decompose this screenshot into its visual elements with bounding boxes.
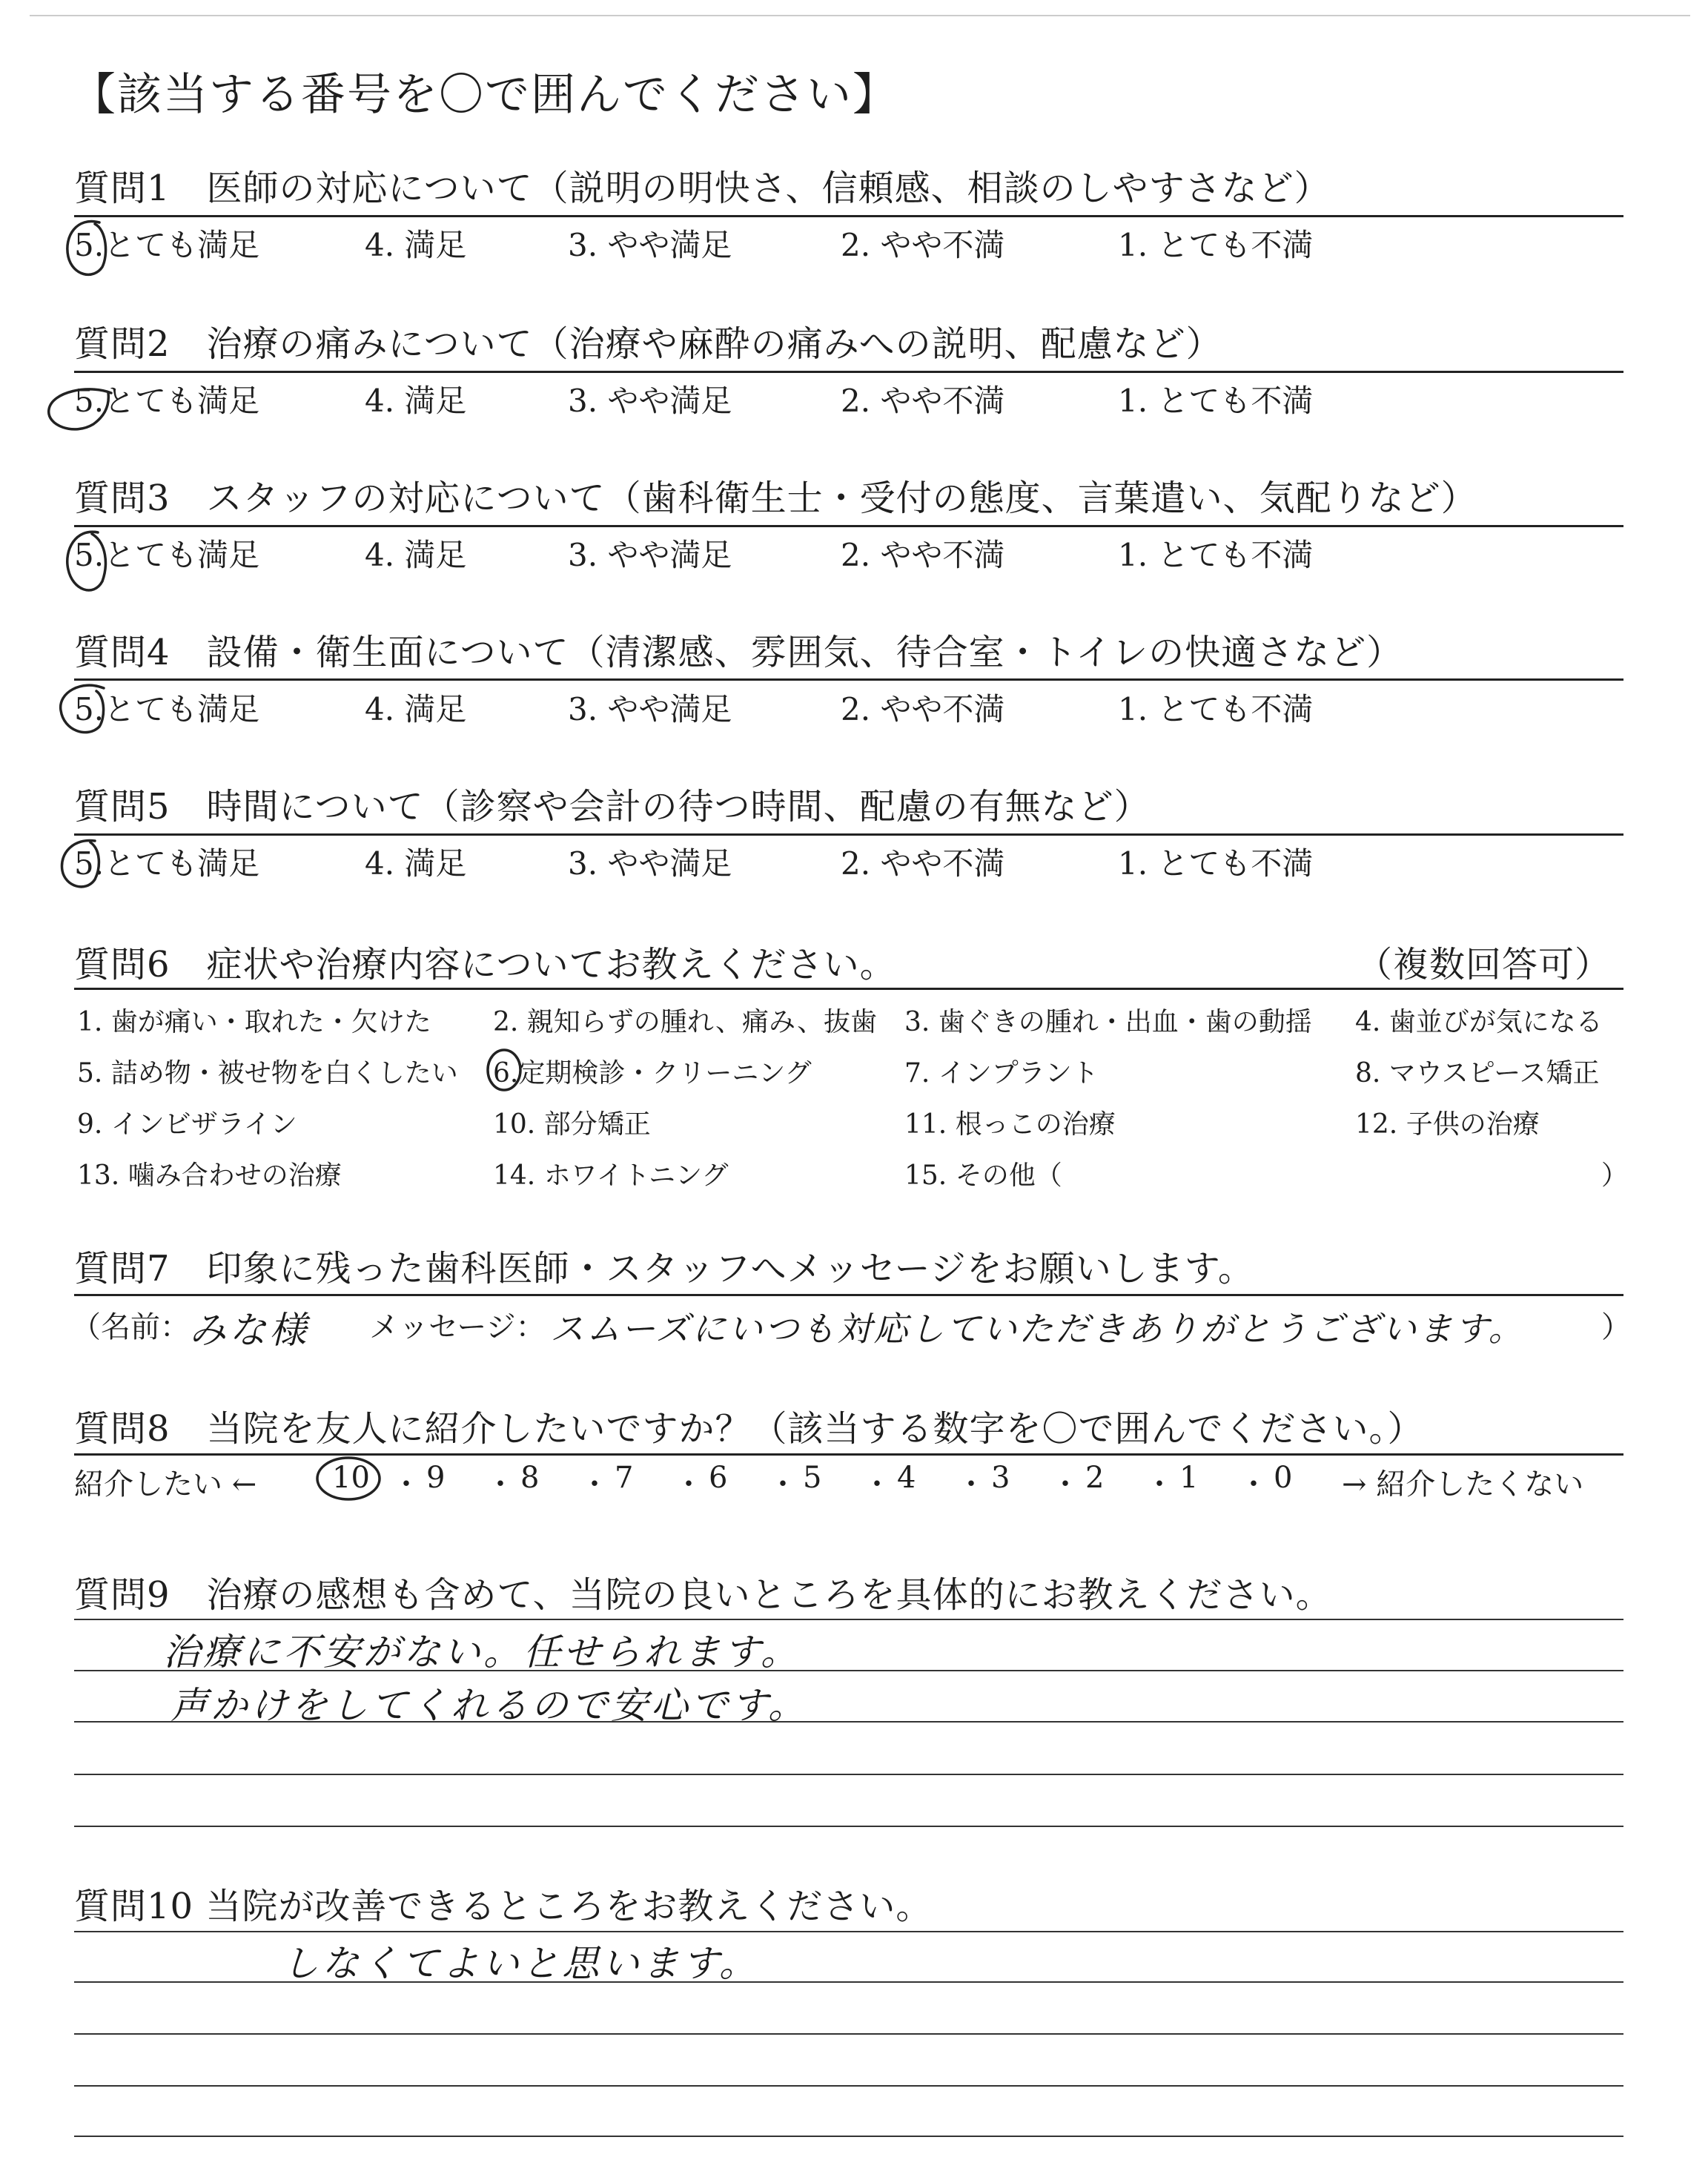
q6-item-10[interactable]: 10. 部分矯正 [493,1109,651,1140]
q10-title: 質問10 当院が改善できるところをお教えください。 [74,1886,933,1927]
q5-mark-circle [62,840,99,886]
q3-title: 質問3 スタッフの対応について（歯科衛生士・受付の態度、言葉遣い、気配りなど） [74,478,1477,519]
q3-option-1[interactable]: 1. とても不満 [1118,537,1314,573]
q10-answer-line-1[interactable]: しなくてよいと思います。 [282,1942,759,1985]
q2-title: 質問2 治療の痛みについて（治療や麻酔の痛みへの説明、配慮など） [74,323,1222,365]
q8-scale-8[interactable]: 8 [520,1461,540,1495]
q4-title: 質問4 設備・衛生面について（清潔感、雰囲気、待合室・トイレの快適さなど） [74,632,1403,673]
q6-mark-circle [488,1050,520,1090]
q5-title: 質問5 時間について（診察や会計の待つ時間、配慮の有無など） [74,786,1151,828]
q8-scale-separator: ・ [1239,1467,1268,1502]
q8-scale-0[interactable]: 0 [1274,1461,1293,1495]
q8-scale-separator: ・ [674,1467,704,1502]
q1-option-2[interactable]: 2. やや不満 [841,227,1005,263]
q2-option-5[interactable]: 5.とても満足 [74,383,260,419]
q4-option-3[interactable]: 3. やや満足 [568,691,732,727]
q6-item-3[interactable]: 3. 歯ぐきの腫れ・出血・歯の動揺 [904,1007,1312,1037]
q1-option-4[interactable]: 4. 満足 [365,227,467,263]
q8-scale-1[interactable]: 1 [1179,1461,1199,1495]
q8-scale-4[interactable]: 4 [897,1461,916,1495]
q7-close-paren: ） [1601,1310,1631,1344]
q8-mark-circle [317,1458,380,1499]
q5-option-1[interactable]: 1. とても不満 [1118,845,1314,882]
q8-scale-2[interactable]: 2 [1085,1461,1105,1495]
q6-item-7[interactable]: 7. インプラント [904,1058,1099,1089]
q5-option-3[interactable]: 3. やや満足 [568,845,732,882]
q1-mark-circle [67,222,106,275]
q3-option-4[interactable]: 4. 満足 [365,537,467,573]
q6-item-4[interactable]: 4. 歯並びが気になる [1355,1007,1603,1037]
q4-mark-circle [61,685,104,732]
q1-title: 質問1 医師の対応について（説明の明快さ、信頼感、相談のしやすさなど） [74,168,1331,209]
q7-name-label: （名前： [71,1310,190,1344]
q8-scale-3[interactable]: 3 [991,1461,1010,1495]
q1-option-1[interactable]: 1. とても不満 [1118,227,1314,263]
q6-item-15[interactable]: 15. その他（ [904,1160,1062,1191]
q8-scale-separator: ・ [768,1467,798,1502]
q4-option-2[interactable]: 2. やや不満 [841,691,1005,727]
q5-option-2[interactable]: 2. やや不満 [841,845,1005,882]
q8-scale-9[interactable]: 9 [426,1461,446,1495]
q6-item-9[interactable]: 9. インビザライン [77,1109,297,1140]
q6-item-13[interactable]: 13. 噛み合わせの治療 [77,1160,342,1191]
q9-title: 質問9 治療の感想も含めて、当院の良いところを具体的にお教えください。 [74,1574,1332,1616]
q1-option-5[interactable]: 5.とても満足 [74,227,260,263]
q6-item-14[interactable]: 14. ホワイトニング [493,1160,729,1191]
q4-option-5[interactable]: 5.とても満足 [74,691,260,727]
q8-left-label: 紹介したい ← [74,1467,257,1502]
q2-option-2[interactable]: 2. やや不満 [841,383,1005,419]
q3-option-3[interactable]: 3. やや満足 [568,537,732,573]
q6-item-11[interactable]: 11. 根っこの治療 [904,1109,1116,1140]
q6-item-2[interactable]: 2. 親知らずの腫れ、痛み、抜歯 [493,1007,878,1037]
q7-name-value[interactable]: みな様 [189,1309,309,1352]
q8-scale-separator: ・ [391,1467,421,1502]
q8-scale-separator: ・ [956,1467,986,1502]
q8-scale-6[interactable]: 6 [709,1461,728,1495]
q9-answer-line-2[interactable]: 声かけをしてくれるので安心です。 [171,1684,808,1727]
form-header: 【該当する番号を〇で囲んでください】 [71,69,898,121]
q4-option-4[interactable]: 4. 満足 [365,691,467,727]
q8-scale-separator: ・ [580,1467,609,1502]
q2-option-1[interactable]: 1. とても不満 [1118,383,1314,419]
q7-message-value[interactable]: スムーズにいつも対応していただきありがとうございます。 [550,1309,1525,1349]
q8-scale-7[interactable]: 7 [615,1461,634,1495]
q8-scale-separator: ・ [862,1467,892,1502]
q8-scale-separator: ・ [486,1467,515,1502]
q9-answer-line-1[interactable]: 治療に不安がない。任せられます。 [163,1631,801,1674]
q3-mark-circle [67,532,106,590]
q2-mark-circle [49,389,111,429]
q8-scale-10[interactable]: 10 [332,1461,370,1495]
q5-option-5[interactable]: 5.とても満足 [74,845,260,882]
q6-multi-note: （複数回答可） [1357,944,1612,985]
q4-option-1[interactable]: 1. とても不満 [1118,691,1314,727]
q3-option-2[interactable]: 2. やや不満 [841,537,1005,573]
q2-option-3[interactable]: 3. やや満足 [568,383,732,419]
q6-item-8[interactable]: 8. マウスピース矯正 [1355,1058,1600,1089]
q1-option-3[interactable]: 3. やや満足 [568,227,732,263]
q7-title: 質問7 印象に残った歯科医師・スタッフへメッセージをお願いします。 [74,1248,1254,1289]
q7-message-label: メッセージ： [369,1310,546,1344]
q6-item-12[interactable]: 12. 子供の治療 [1355,1109,1540,1140]
q8-scale-separator: ・ [1145,1467,1174,1502]
q6-item-6[interactable]: 6.定期検診・クリーニング [493,1058,812,1089]
q2-option-4[interactable]: 4. 満足 [365,383,467,419]
q8-title: 質問8 当院を友人に紹介したいですか？（該当する数字を〇で囲んでください。） [74,1408,1424,1450]
q6-item-5[interactable]: 5. 詰め物・被せ物を白くしたい [77,1058,458,1089]
q6-title: 質問6 症状や治療内容についてお教えください。 [74,944,896,985]
q8-scale-5[interactable]: 5 [803,1461,822,1495]
q8-right-label: → 紹介したくない [1342,1467,1584,1502]
q6-item-1[interactable]: 1. 歯が痛い・取れた・欠けた [77,1007,431,1037]
q5-option-4[interactable]: 4. 満足 [365,845,467,882]
q3-option-5[interactable]: 5.とても満足 [74,537,260,573]
q8-scale-separator: ・ [1050,1467,1080,1502]
q6-other-close: ） [1601,1160,1629,1191]
